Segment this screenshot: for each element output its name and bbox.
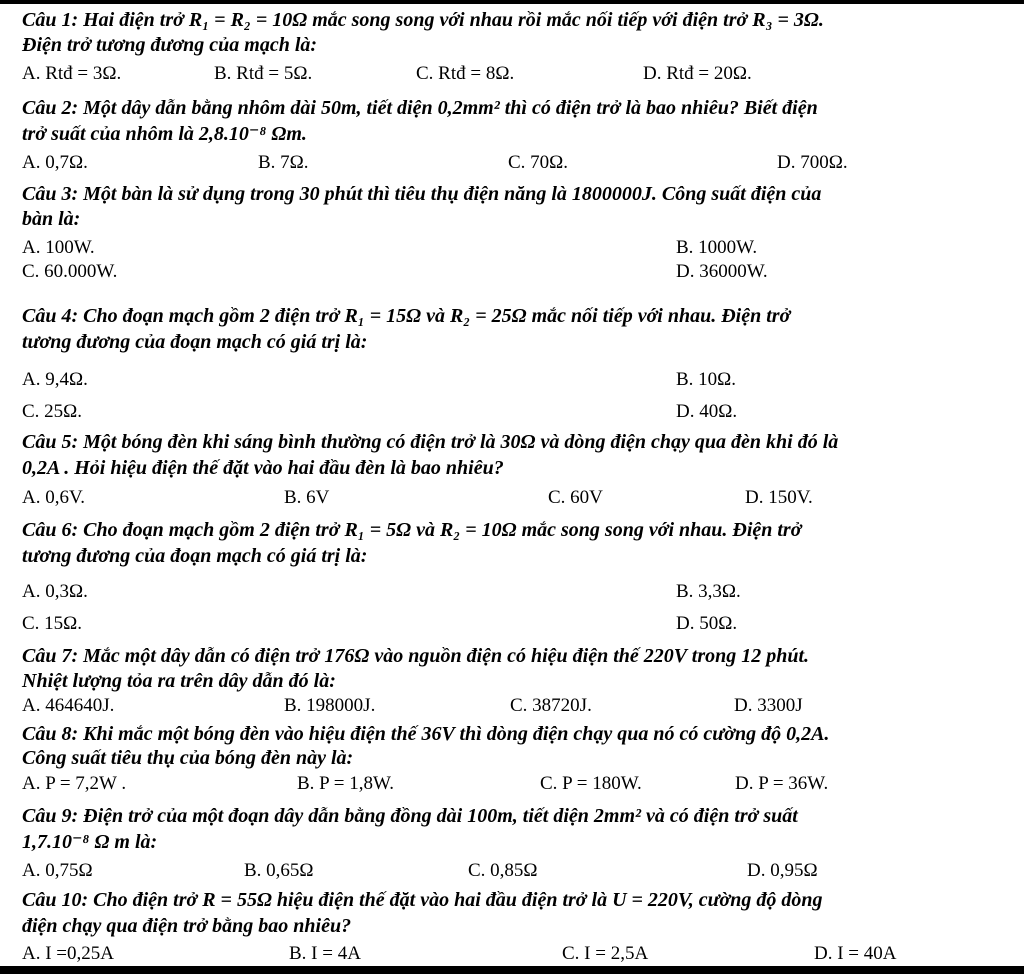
q8-option-c: C. P = 180W. xyxy=(540,773,642,794)
q8-option-b: B. P = 1,8W. xyxy=(297,773,394,794)
question-4-line-2: tương đương của đoạn mạch có giá trị là: xyxy=(22,331,368,353)
q10-option-a: A. I =0,25A xyxy=(22,943,114,964)
q5-option-d: D. 150V. xyxy=(745,487,813,508)
question-4-line-1: Câu 4: Cho đoạn mạch gồm 2 điện trở R₁ = 15Ω và R₂ = 25Ω mắc nối tiếp với nhau. Điện trở xyxy=(22,305,791,327)
question-8-line-1: Câu 8: Khi mắc một bóng đèn vào hiệu điện thế 36V thì dòng điện chạy qua nó có cường độ 0,2A. xyxy=(22,723,830,745)
q6-option-d: D. 50Ω. xyxy=(676,613,738,634)
q10-option-b: B. I = 4A xyxy=(289,943,361,964)
question-8-line-2: Công suất tiêu thụ của bóng đèn này là: xyxy=(22,747,354,769)
question-3-line-2: bàn là: xyxy=(22,208,81,230)
q6-option-b: B. 3,3Ω. xyxy=(676,581,741,602)
q10-option-c: C. I = 2,5A xyxy=(562,943,649,964)
question-5-line-1: Câu 5: Một bóng đèn khi sáng bình thường có điện trở là 30Ω và dòng điện chạy qua đèn khi đó là xyxy=(22,431,839,453)
q1-option-d: D. Rtđ = 20Ω. xyxy=(643,63,752,84)
question-9-line-2: 1,7.10⁻⁸ Ω m là: xyxy=(22,831,158,853)
q9-option-a: A. 0,75Ω xyxy=(22,860,93,881)
q7-option-a: A. 464640J. xyxy=(22,695,115,716)
q3-option-c: C. 60.000W. xyxy=(22,261,118,282)
q1-option-b: B. Rtđ = 5Ω. xyxy=(214,63,313,84)
q2-option-b: B. 7Ω. xyxy=(258,152,309,173)
q9-option-c: C. 0,85Ω xyxy=(468,860,538,881)
q3-option-b: B. 1000W. xyxy=(676,237,758,258)
q2-option-c: C. 70Ω. xyxy=(508,152,569,173)
question-5-line-2: 0,2A . Hỏi hiệu điện thế đặt vào hai đầu đèn là bao nhiêu? xyxy=(22,457,504,479)
q4-option-a: A. 9,4Ω. xyxy=(22,369,88,390)
q2-option-d: D. 700Ω. xyxy=(777,152,848,173)
q1-option-a: A. Rtđ = 3Ω. xyxy=(22,63,122,84)
q8-option-d: D. P = 36W. xyxy=(735,773,829,794)
question-6-line-1: Câu 6: Cho đoạn mạch gồm 2 điện trở R₁ = 5Ω và R₂ = 10Ω mắc song song với nhau. Điện trở xyxy=(22,519,802,541)
question-2-line-1: Câu 2: Một dây dẫn bằng nhôm dài 50m, tiết diện 0,2mm² thì có điện trở là bao nhiêu? Biết điện xyxy=(22,97,818,119)
q6-option-c: C. 15Ω. xyxy=(22,613,83,634)
q4-option-c: C. 25Ω. xyxy=(22,401,83,422)
question-1-line-1: Câu 1: Hai điện trở R₁ = R₂ = 10Ω mắc song song với nhau rồi mắc nối tiếp với điện trở R₃ = 3Ω. xyxy=(22,9,824,31)
q8-option-a: A. P = 7,2W . xyxy=(22,773,127,794)
question-7-line-2: Nhiệt lượng tỏa ra trên dây dẫn đó là: xyxy=(22,670,336,692)
q7-option-b: B. 198000J. xyxy=(284,695,376,716)
q5-option-b: B. 6V xyxy=(284,487,330,508)
q5-option-a: A. 0,6V. xyxy=(22,487,85,508)
question-10-line-1: Câu 10: Cho điện trở R = 55Ω hiệu điện thế đặt vào hai đầu điện trở là U = 220V, cường độ dòng xyxy=(22,889,823,911)
top-edge-bar xyxy=(0,0,1024,4)
q3-option-d: D. 36000W. xyxy=(676,261,768,282)
q6-option-a: A. 0,3Ω. xyxy=(22,581,88,602)
q7-option-c: C. 38720J. xyxy=(510,695,592,716)
q4-option-b: B. 10Ω. xyxy=(676,369,737,390)
question-9-line-1: Câu 9: Điện trở của một đoạn dây dẫn bằng đồng dài 100m, tiết diện 2mm² và có điện trở suất xyxy=(22,805,798,827)
q7-option-d: D. 3300J xyxy=(734,695,803,716)
question-6-line-2: tương đương của đoạn mạch có giá trị là: xyxy=(22,545,368,567)
q3-option-a: A. 100W. xyxy=(22,237,95,258)
q9-option-b: B. 0,65Ω xyxy=(244,860,314,881)
q9-option-d: D. 0,95Ω xyxy=(747,860,818,881)
question-2-line-2: trở suất của nhôm là 2,8.10⁻⁸ Ωm. xyxy=(22,123,307,145)
q4-option-d: D. 40Ω. xyxy=(676,401,738,422)
question-7-line-1: Câu 7: Mắc một dây dẫn có điện trở 176Ω vào nguồn điện có hiệu điện thế 220V trong 12 phút. xyxy=(22,645,810,667)
q10-option-d: D. I = 40A xyxy=(814,943,897,964)
question-10-line-2: điện chạy qua điện trở bằng bao nhiêu? xyxy=(22,915,352,937)
q5-option-c: C. 60V xyxy=(548,487,603,508)
bottom-edge-bar xyxy=(0,966,1024,974)
q1-option-c: C. Rtđ = 8Ω. xyxy=(416,63,515,84)
question-1-line-2: Điện trở tương đương của mạch là: xyxy=(22,34,318,56)
q2-option-a: A. 0,7Ω. xyxy=(22,152,88,173)
question-3-line-1: Câu 3: Một bàn là sử dụng trong 30 phút thì tiêu thụ điện năng là 1800000J. Công suất điện của xyxy=(22,183,822,205)
